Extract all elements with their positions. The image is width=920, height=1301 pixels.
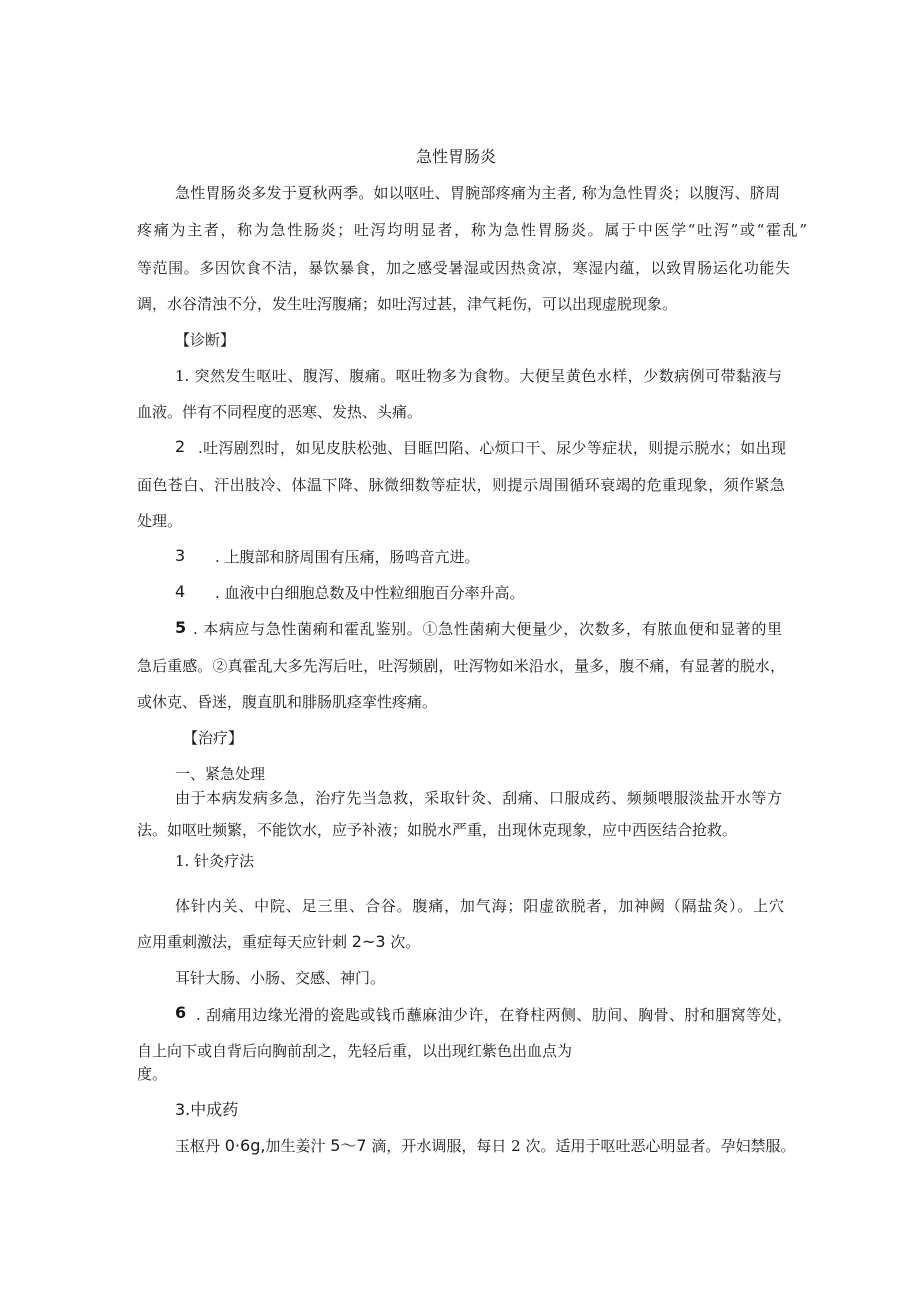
diagnosis-item-4-number: 4 — [175, 582, 186, 601]
scraping-line-3: 度。 — [137, 1065, 168, 1083]
treatment-para-1-line-1: 由于本病发病多急，治疗先当急救，采取针灸、刮痛、口服成药、频频喂服淡盐开水等方 — [175, 789, 782, 807]
patent-medicine-text-c: 加生姜汁 — [265, 1137, 331, 1155]
diagnosis-item-3-text: . 上腹部和脐周围有压痛，肠鸣音亢进。 — [215, 548, 480, 566]
intro-line-1: 急性胃肠炎多发于夏秋两季。如以呕吐、胃腕部疼痛为主者, 称为急性胃炎；以腹泻、脐周 — [175, 184, 780, 202]
acupuncture-line-1: 体针内关、中院、足三里、合谷。腹痛，加气海；阳虚欲脱者，加神阙（隔盐灸）。上穴 — [175, 897, 784, 915]
diagnosis-item-5-number: 5 — [175, 618, 187, 637]
acupuncture-line-2 — [137, 932, 420, 952]
acupuncture-line-2-text-a: 应用重刺激法，重症每天应针刺 — [137, 933, 352, 951]
diagnosis-item-5-line-1: . 本病应与急性菌痢和霍乱鉴别。①急性菌痢大便量少，次数多，有脓血便和显著的里 — [193, 620, 782, 638]
intro-line-4: 调，水谷清浊不分，发生吐泻腹痛；如吐泻过甚，津气耗伤，可以出现虚脱现象。 — [137, 295, 678, 313]
diagnosis-heading: 【诊断】 — [175, 331, 236, 349]
diagnosis-item-3-number: 3 — [175, 546, 186, 565]
ear-acupuncture: 耳针大肠、小肠、交感、神门。 — [175, 969, 386, 987]
acupuncture-heading: 1. 针灸疗法 — [175, 852, 255, 870]
treatment-heading: 【治疗】 — [183, 729, 244, 747]
diagnosis-item-4-text: . 血液中白细胞总数及中性粒细胞百分率升高。 — [215, 584, 525, 602]
diagnosis-item-2-number: 2 — [175, 437, 186, 456]
diagnosis-item-2-line-1: .吐泻剧烈时，如见皮肤松弛、目眶凹陷、心烦口干、尿少等症状，则提示脱水；如出现 — [198, 439, 786, 457]
patent-medicine-line — [175, 1136, 795, 1156]
scraping-line-2: 自上向下或自背后向胸前刮之，先轻后重，以出现红紫色出血点为 — [137, 1042, 573, 1060]
patent-medicine-heading — [175, 1100, 238, 1120]
diagnosis-item-5-line-2: 急后重感。②真霍乱大多先泻后吐，吐泻频剧，吐泻物如米沿水，量多，腹不痛，有显著的脱水， — [137, 657, 785, 675]
scraping-line-1: . 刮痛用边缘光滑的瓷匙或钱币蘸麻油少许，在脊柱两侧、肋间、胸骨、肘和腘窝等处， — [196, 1006, 792, 1024]
treatment-para-1-line-2: 法。如呕吐频繁，不能饮水，应予补液；如脱水严重，出现休克现象，应中西医结合抢救。 — [137, 821, 738, 839]
diagnosis-item-2-line-2: 面色苍白、汗出肢冷、体温下降、脉微细数等症状，则提示周围循环衰竭的危重现象，须作紧急 — [137, 476, 785, 494]
patent-medicine-dose: 0·6g, — [224, 1136, 266, 1155]
intro-line-2: 疼痛为主者，称为急性肠炎；吐泻均明显者，称为急性胃肠炎。属于中医学“吐泻”或“霍乱” — [137, 221, 807, 239]
diagnosis-item-1-line-2: 血液。伴有不同程度的恶寒、发热、头痛。 — [137, 403, 423, 421]
acupuncture-line-2-text-b: 次。 — [385, 933, 421, 951]
acupuncture-frequency: 2~3 — [351, 932, 386, 951]
diagnosis-item-1-line-1: 1. 突然发生呕吐、腹泻、腹痛。呕吐物多为食物。大便呈黄色水样，少数病例可带黏液与 — [175, 367, 782, 385]
intro-line-3: 等范围。多因饮食不洁，暴饮暴食，加之感受暑湿或因热贪凉，寒湿内蕴，以致胃肠运化功能失 — [137, 259, 790, 277]
diagnosis-item-2-line-3: 处理。 — [137, 512, 183, 530]
scraping-number: 6 — [175, 1003, 187, 1022]
patent-medicine-text-a: 玉枢丹 — [175, 1137, 225, 1155]
patent-medicine-heading-text: 3.中成药 — [175, 1100, 239, 1119]
patent-medicine-text-e: 滴，开水调服，每日 2 次。适用于呕吐恶心明显者。孕妇禁服。 — [366, 1137, 796, 1155]
patent-medicine-drops: 5～7 — [330, 1136, 367, 1155]
page-title: 急性胃肠炎 — [416, 147, 497, 166]
treatment-subheading-emergency: 一、紧急处理 — [175, 765, 266, 783]
diagnosis-item-5-line-3: 或休克、昏迷，腹直肌和腓肠肌痉挛性疼痛。 — [137, 693, 438, 711]
